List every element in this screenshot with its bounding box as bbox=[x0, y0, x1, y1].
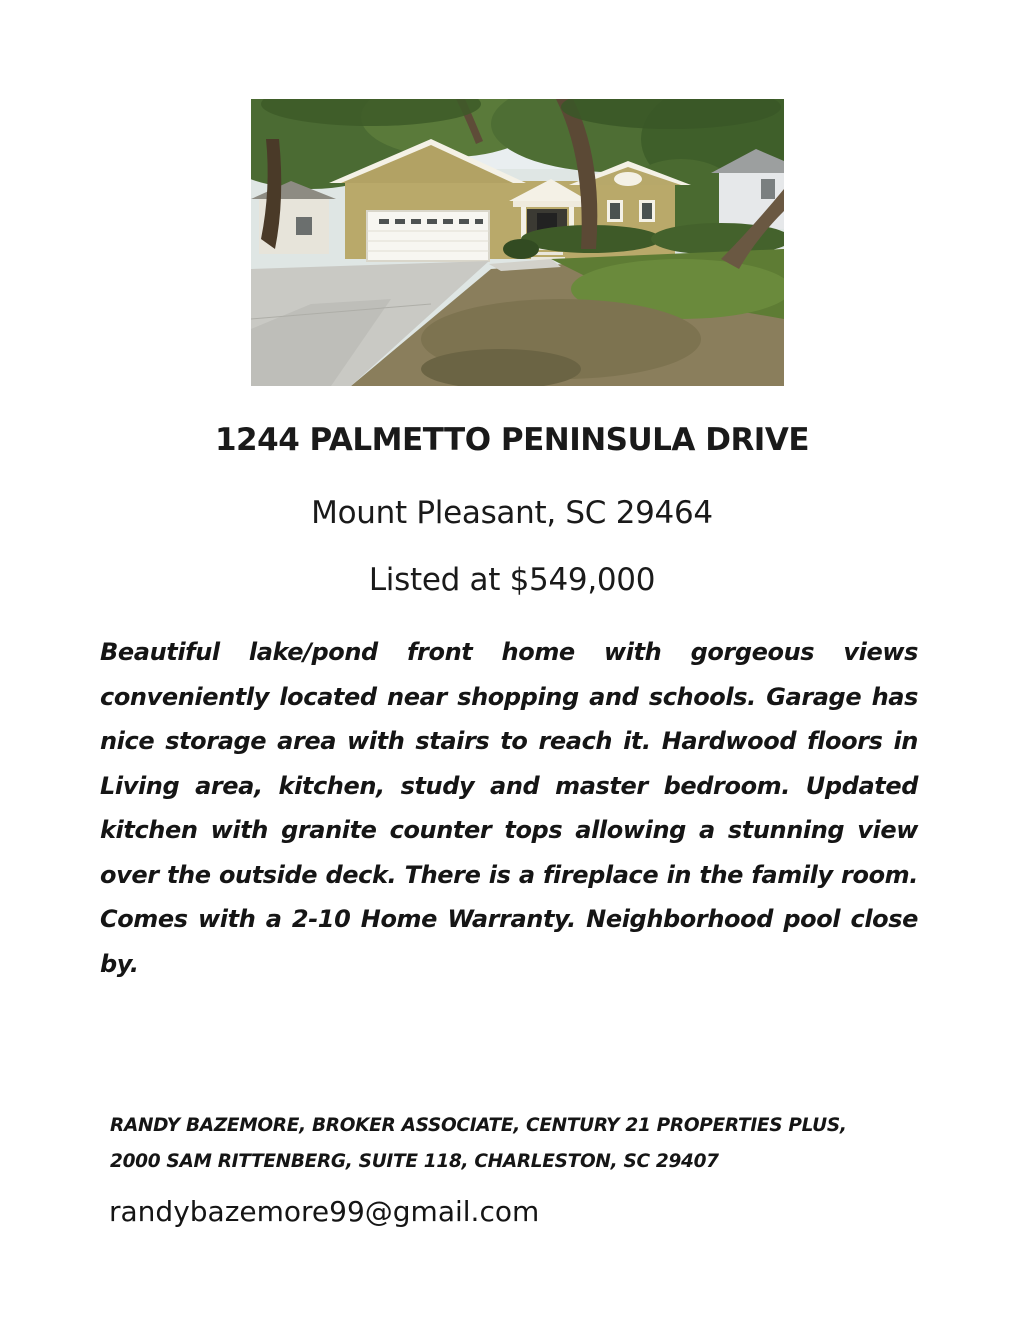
property-address: 1244 PALMETTO PENINSULA DRIVE bbox=[214, 422, 810, 458]
house-photo bbox=[251, 99, 784, 386]
agent-email: randybazemore99@gmail.com bbox=[109, 1195, 540, 1228]
property-price: Listed at $549,000 bbox=[368, 562, 656, 598]
agent-info bbox=[110, 1108, 940, 1180]
property-description: Beautiful lake/pond front home with gorgeous views conveniently located near shopping and schools. Garage has nice storage area with stairs to reach it. Hardwood floors in Living area, kitchen, study and master bedroom. Updated kitchen with granite counter tops allowing a stunning view over the outside deck. There is a fireplace in the family room. Comes with a 2-10 Home Warranty. Neighborhood pool close by. bbox=[100, 638, 918, 978]
agent-address-line: 2000 SAM RITTENBERG, SUITE 118, CHARLESTON, SC 29407 bbox=[110, 1151, 719, 1172]
agent-name-line: RANDY BAZEMORE, BROKER ASSOCIATE, CENTURY 21 PROPERTIES PLUS, bbox=[110, 1115, 847, 1136]
property-city: Mount Pleasant, SC 29464 bbox=[311, 495, 713, 531]
